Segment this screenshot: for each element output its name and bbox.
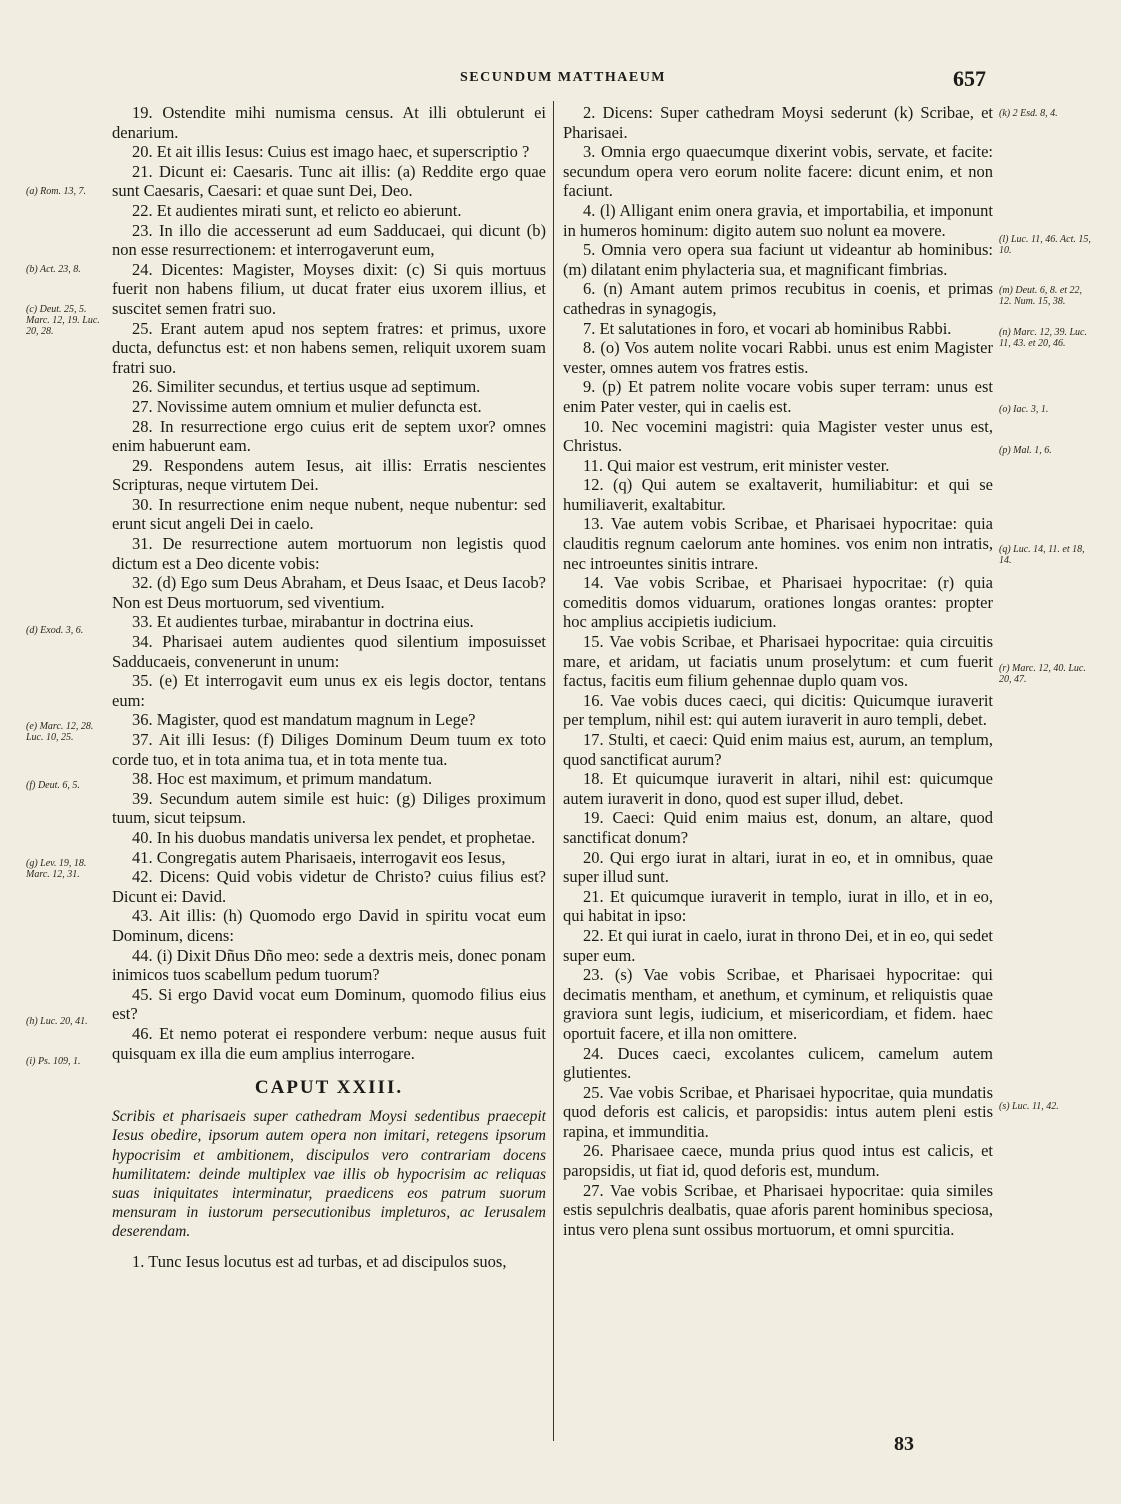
verse: 27. Vae vobis Scribae, et Pharisaei hypocritae: quia similes estis sepulchris dealbatis, quae aforis parent hominibus speciosa, intus vero plena sunt ossibus mortuorum, et omni spurcitia.: [563, 1180, 993, 1239]
margin-note-a: (a) Rom. 13, 7.: [26, 186, 86, 197]
verse: 28. In resurrectione ergo cuius erit de septem uxor? omnes enim habuerunt eam.: [112, 416, 546, 456]
verse: 25. Vae vobis Scribae, et Pharisaei hypocritae, quia mundatis quod deforis est calicis, et paropsidis: intus autem pleni estis rapina, et immunditia.: [563, 1082, 993, 1141]
verse: 34. Pharisaei autem audientes quod silentium imposuisset Sadducaeis, convenerunt in unum:: [112, 632, 546, 671]
verse: 12. (q) Qui autem se exaltaverit, humiliabitur: et qui se humiliaverit, exaltabitur.: [563, 475, 993, 514]
verse: 2. Dicens: Super cathedram Moysi sederunt (k) Scribae, et Pharisaei.: [563, 103, 993, 142]
verse: 37. Ait illi Iesus: (f) Diliges Dominum Deum tuum ex toto corde tuo, et in tota anima tua, et in tota mente tua.: [112, 730, 546, 769]
margin-note-e: (e) Marc. 12, 28. Luc. 10, 25.: [26, 721, 94, 743]
verse: 32. (d) Ego sum Deus Abraham, et Deus Isaac, et Deus Iacob? Non est Deus mortuorum, sed viventium.: [112, 573, 546, 612]
verse: 17. Stulti, et caeci: Quid enim maius est, aurum, an templum, quod sanctificat aurum?: [563, 730, 993, 769]
verse: 20. Qui ergo iurat in altari, iurat in eo, et in omnibus, quae super illud sunt.: [563, 847, 993, 887]
page-header: [0, 66, 1121, 92]
verse: 29. Respondens autem Iesus, ait illis: Erratis nescientes Scripturas, neque virtutem Dei.: [112, 455, 546, 495]
margin-note-s: (s) Luc. 11, 42.: [999, 1101, 1059, 1112]
margin-note-f: (f) Deut. 6, 5.: [26, 780, 80, 791]
margin-note-d: (d) Exod. 3, 6.: [26, 625, 84, 636]
verse: 30. In resurrectione enim neque nubent, neque nubentur: sed erunt sicut angeli Dei in caelo.: [112, 494, 546, 534]
verse: 33. Et audientes turbae, mirabantur in doctrina eius.: [132, 612, 474, 632]
margin-note-m: (m) Deut. 6, 8. et 22, 12. Num. 15, 38.: [999, 285, 1083, 307]
verse: 7. Et salutationes in foro, et vocari ab hominibus Rabbi.: [583, 318, 952, 338]
verse: 41. Congregatis autem Pharisaeis, interrogavit eos Iesus,: [132, 847, 506, 867]
right-column: [563, 103, 993, 1239]
margin-note-h: (h) Luc. 20, 41.: [26, 1016, 88, 1027]
verse: 8. (o) Vos autem nolite vocari Rabbi. unus est enim Magister vester, omnes autem vos fratres estis.: [563, 338, 993, 377]
verse: 3. Omnia ergo quaecumque dixerint vobis, servate, et facite: secundum opera vero eorum nolite facere: dicunt enim, et non faciunt.: [563, 142, 993, 201]
verse: 27. Novissime autem omnium et mulier defuncta est.: [132, 396, 482, 416]
verse: 24. Dicentes: Magister, Moyses dixit: (c) Si quis mortuus fuerit non habens filium, ut ducat frater eius uxorem illius, et suscitet semen fratri suo.: [112, 259, 546, 318]
margin-note-p: (p) Mal. 1, 6.: [999, 445, 1052, 456]
verse: 9. (p) Et patrem nolite vocare vobis super terram: unus est enim Pater vester, qui in caelis est.: [563, 377, 993, 416]
verse: 10. Nec vocemini magistri: quia Magister vester unus est, Christus.: [563, 416, 993, 456]
margin-note-k: (k) 2 Esd. 8, 4.: [999, 108, 1058, 119]
verse: 21. Dicunt ei: Caesaris. Tunc ait illis: (a) Reddite ergo quae sunt Caesaris, Caesari: et quae sunt Dei, Deo.: [112, 161, 546, 201]
verse: 23. In illo die accesserunt ad eum Sadducaei, qui dicunt (b) non esse resurrectionem: et interrogaverunt eum,: [112, 220, 546, 260]
verse: 19. Ostendite mihi numisma census. At illi obtulerunt ei denarium.: [112, 103, 546, 142]
verse: 5. Omnia vero opera sua faciunt ut videantur ab hominibus: (m) dilatant enim phylacteria sua, et magnificant fimbrias.: [563, 240, 993, 279]
verse: 25. Erant autem apud nos septem fratres: et primus, uxore ducta, defunctus est: et non habens semen, reliquit uxorem suam fratri suo.: [112, 318, 546, 377]
verse: 45. Si ergo David vocat eum Dominum, quomodo filius eius est?: [112, 984, 546, 1024]
column-divider: [553, 101, 554, 1441]
margin-note-i: (i) Ps. 109, 1.: [26, 1056, 81, 1067]
margin-note-r: (r) Marc. 12, 40. Luc. 20, 47.: [999, 663, 1086, 685]
verse: 44. (i) Dixit Dñus Dño meo: sede a dextris meis, donec ponam inimicos tuos scabellum pedum tuorum?: [112, 945, 546, 985]
verse: 15. Vae vobis Scribae, et Pharisaei hypocritae: quia circuitis mare, et aridam, ut faciatis unum proselytum: et cum fuerit factus, facitis eum filium gehennae duplo quam vos.: [563, 632, 993, 691]
verse: 13. Vae autem vobis Scribae, et Pharisaei hypocritae: quia clauditis regnum caelorum ante homines. vos enim non intratis, nec introeuntes sinitis intrare.: [563, 514, 993, 573]
verse: 18. Et quicumque iuraverit in altari, nihil est: quicumque autem iuraverit in dono, quod est super illud, debet.: [563, 769, 993, 808]
verse: 35. (e) Et interrogavit eum unus ex eis legis doctor, tentans eum:: [112, 671, 546, 710]
verse: 22. Et qui iurat in caelo, iurat in throno Dei, et in eo, qui sedet super eum.: [563, 925, 993, 965]
verse: 6. (n) Amant autem primos recubitus in coenis, et primas cathedras in synagogis,: [563, 279, 993, 318]
verse: 40. In his duobus mandatis universa lex pendet, et prophetae.: [132, 827, 536, 847]
verse: 20. Et ait illis Iesus: Cuius est imago haec, et superscriptio ?: [132, 142, 530, 162]
verse: 23. (s) Vae vobis Scribae, et Pharisaei hypocritae: qui decimatis mentham, et anethum, et cyminum, et reliquistis quae graviora sunt legis, iudicium, et misericordiam, et fidem. haec oportuit facere, et illa non omittere.: [563, 965, 993, 1043]
verse: 39. Secundum autem simile est huic: (g) Diliges proximum tuum, sicut teipsum.: [112, 788, 546, 828]
chapter-summary: Scribis et pharisaeis super cathedram Moysi sedentibus praecepit Iesus obedire, ipsorum autem opera non imitari, retegens ipsorum hypocrisim et ambitionem, discipulos vero contrariam docens humilitatem: deinde multiplex vae illis ob hypocrisim ac reliquas suas iniquitates interminatur, praedicens eos patrum suorum mensuram in iustorum persecutionibus impleturos, ac Ierusalem deserendam.: [112, 1108, 546, 1241]
verse: 36. Magister, quod est mandatum magnum in Lege?: [132, 710, 476, 730]
verse: 1. Tunc Iesus locutus est ad turbas, et ad discipulos suos,: [132, 1251, 507, 1271]
margin-note-l: (l) Luc. 11, 46. Act. 15, 10.: [999, 234, 1091, 256]
running-title: SECUNDUM MATTHAEUM: [460, 70, 667, 85]
margin-note-q: (q) Luc. 14, 11. et 18, 14.: [999, 544, 1085, 566]
left-column: [112, 103, 546, 1271]
verse: 26. Pharisaee caece, munda prius quod intus est calicis, et paropsidis, ut fiat id, quod deforis est, mundum.: [563, 1141, 993, 1181]
margin-note-o: (o) Iac. 3, 1.: [999, 404, 1049, 415]
margin-note-n: (n) Marc. 12, 39. Luc. 11, 43. et 20, 46.: [999, 327, 1087, 349]
verse: 22. Et audientes mirati sunt, et relicto eo abierunt.: [132, 200, 462, 220]
verse: 21. Et quicumque iuraverit in templo, iurat in illo, et in eo, qui habitat in ipso:: [563, 886, 993, 926]
chapter-heading: CAPUT XXIII.: [254, 1077, 404, 1099]
verse: 46. Et nemo poterat ei respondere verbum: neque ausus fuit quisquam ex illa die eum amplius interrogare.: [112, 1023, 546, 1063]
margin-note-g: (g) Lev. 19, 18. Marc. 12, 31.: [26, 858, 87, 880]
margin-note-c: (c) Deut. 25, 5. Marc. 12, 19. Luc. 20, 28.: [26, 304, 100, 337]
folio-number: 83: [894, 1433, 914, 1455]
verse: 14. Vae vobis Scribae, et Pharisaei hypocritae: (r) quia comeditis domos viduarum, orationes longas orantes: propter hoc amplius accipietis iudicium.: [563, 573, 993, 632]
verse: 24. Duces caeci, excolantes culicem, camelum autem glutientes.: [563, 1043, 993, 1083]
verse: 19. Caeci: Quid enim maius est, donum, an altare, quod sanctificat donum?: [563, 808, 993, 847]
verse: 31. De resurrectione autem mortuorum non legistis quod dictum est a Deo dicente vobis:: [112, 534, 546, 573]
margin-note-b: (b) Act. 23, 8.: [26, 264, 81, 275]
verse: 16. Vae vobis duces caeci, qui dicitis: Quicumque iuraverit per templum, nihil est: qui autem iuraverit in auro templi, debet.: [563, 690, 993, 730]
verse: 26. Similiter secundus, et tertius usque ad septimum.: [132, 377, 481, 397]
verse: 43. Ait illis: (h) Quomodo ergo David in spiritu vocat eum Dominum, dicens:: [112, 906, 546, 945]
verse: 38. Hoc est maximum, et primum mandatum.: [132, 769, 433, 789]
page-number: 657: [953, 66, 986, 91]
verse: 11. Qui maior est vestrum, erit minister vester.: [583, 455, 890, 475]
verse: 4. (l) Alligant enim onera gravia, et importabilia, et imponunt in humeros hominum: digito autem suo nolunt ea movere.: [563, 200, 993, 240]
verse: 42. Dicens: Quid vobis videtur de Christo? cuius filius est? Dicunt ei: David.: [112, 867, 546, 906]
